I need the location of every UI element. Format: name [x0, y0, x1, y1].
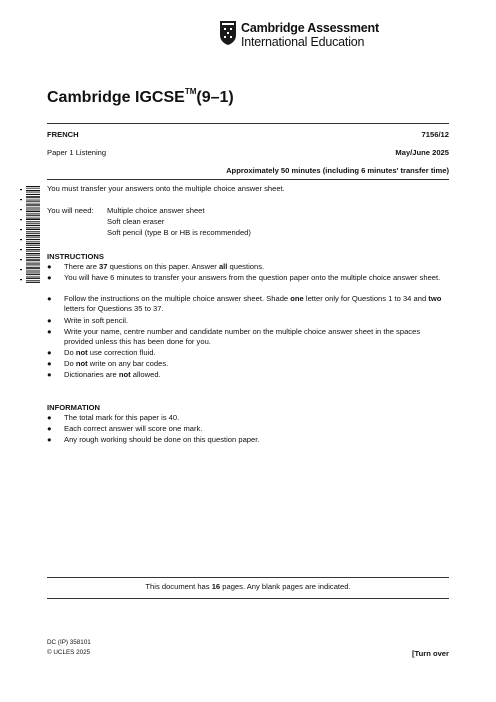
logo-line-2: International Education — [241, 35, 365, 49]
cambridge-logo — [219, 20, 379, 50]
materials-label: You will need: — [47, 206, 94, 215]
header-rule-2 — [47, 179, 449, 180]
header-rule — [47, 123, 449, 124]
material-item: Multiple choice answer sheet — [107, 206, 205, 215]
subject: FRENCH — [47, 130, 79, 139]
crest-icon — [219, 20, 237, 46]
bullet-icon: ● — [47, 370, 52, 379]
qualification-grade: (9–1) — [196, 89, 234, 106]
bullet-icon: ● — [47, 316, 52, 325]
bullet-icon: ● — [47, 262, 52, 271]
page-count: This document has 16 pages. Any blank pages are indicated. — [145, 582, 351, 591]
syllabus-code: 7156/12 — [421, 130, 449, 139]
bullet-icon: ● — [47, 273, 52, 282]
material-item: Soft pencil (type B or HB is recommended) — [107, 228, 251, 237]
exam-session: May/June 2025 — [395, 148, 449, 157]
trademark: TM — [184, 87, 197, 96]
bullet-icon: ● — [47, 294, 52, 303]
bullet-icon: ● — [47, 413, 52, 422]
instructions-heading: INSTRUCTIONS — [47, 252, 104, 261]
duration: Approximately 50 minutes (including 6 minutes' transfer time) — [226, 166, 449, 175]
bullet-icon: ● — [47, 359, 52, 368]
transfer-note: You must transfer your answers onto the multiple choice answer sheet. — [47, 184, 285, 193]
logo-line-1: Cambridge Assessment — [241, 21, 379, 35]
footer-rule — [47, 577, 449, 578]
qualification-name: Cambridge IGCSE — [47, 89, 185, 106]
bullet-icon: ● — [47, 348, 52, 357]
copyright: © UCLES 2025 — [47, 649, 91, 656]
document-reference: DC (IP) 358101 — [47, 639, 91, 646]
material-item: Soft clean eraser — [107, 217, 165, 226]
qualification-title — [47, 87, 234, 107]
information-heading: INFORMATION — [47, 403, 101, 412]
footer-rule-2 — [47, 598, 449, 599]
barcode — [20, 186, 40, 284]
bullet-icon: ● — [47, 327, 52, 336]
bullet-icon: ● — [47, 424, 52, 433]
turn-over: [Turn over — [412, 649, 449, 658]
paper-title: Paper 1 Listening — [47, 148, 107, 157]
bullet-icon: ● — [47, 435, 52, 444]
